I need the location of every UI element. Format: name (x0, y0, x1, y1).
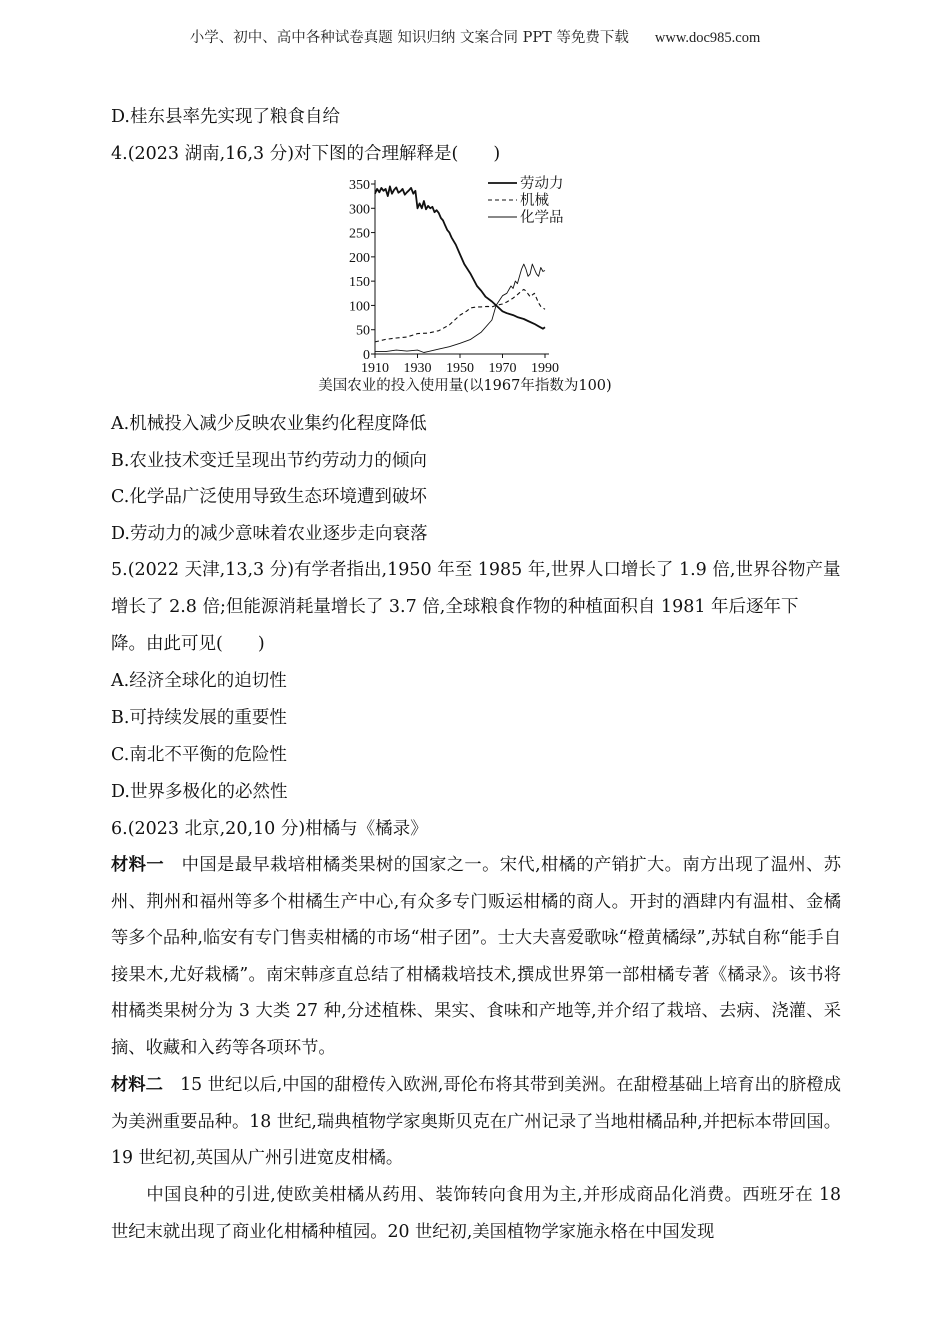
series-line-3 (375, 264, 545, 352)
series-line-2 (375, 289, 545, 342)
chart-caption: 美国农业的投入使用量(以1967年指数为100) (318, 378, 612, 394)
header-text: 小学、初中、高中各种试卷真题 知识归纳 文案合同 PPT 等免费下载 (189, 30, 629, 46)
q6-stem: 6.(2023 北京,20,10 分)柑橘与《橘录》 (111, 819, 428, 839)
q4-chart (305, 170, 645, 400)
x-tick-label: 1910 (361, 361, 389, 376)
legend-label-1: 劳动力 (520, 176, 564, 192)
q5-stem-line-3: 降。由此可见( ) (111, 634, 265, 654)
y-tick-label: 150 (349, 275, 370, 291)
q6-material-2 (111, 1067, 841, 1177)
y-tick-label: 200 (349, 250, 370, 266)
q5-option-a: A.经济全球化的迫切性 (111, 671, 287, 691)
y-tick-label: 250 (349, 226, 370, 242)
material-1-label: 材料一 (111, 855, 165, 875)
q6-material-2-paragraph-2: 中国良种的引进,使欧美柑橘从药用、装饰转向食用为主,并形成商品化消费。西班牙在 18 世纪末就出现了商业化柑橘种植园。20 世纪初,美国植物学家施永格在中国发现 (111, 1185, 841, 1242)
chart-svg (305, 170, 645, 400)
y-tick-label: 300 (349, 202, 370, 218)
x-tick-label: 1950 (446, 361, 474, 376)
x-tick-label: 1970 (488, 361, 517, 376)
q5-stem-line-1: 5.(2022 天津,13,3 分)有学者指出,1950 年至 1985 年,世界人口增长了 1.9 倍,世界谷物产量 (111, 560, 841, 580)
page-header (0, 26, 950, 47)
x-tick-label: 1930 (403, 361, 432, 376)
legend-label-3: 化学品 (520, 210, 564, 226)
q4-option-c: C.化学品广泛使用导致生态环境遭到破坏 (111, 487, 427, 507)
y-tick-label: 350 (349, 178, 370, 193)
q4-option-d: D.劳动力的减少意味着农业逐步走向衰落 (111, 524, 428, 544)
q4-option-b: B.农业技术变迁呈现出节约劳动力的倾向 (111, 451, 427, 471)
y-tick-label: 100 (349, 299, 370, 315)
q4-stem: 4.(2023 湖南,16,3 分)对下图的合理解释是( ) (111, 144, 501, 164)
q5-option-b: B.可持续发展的重要性 (111, 708, 287, 728)
legend-label-2: 机械 (520, 193, 549, 209)
q3-option-d: D.桂东县率先实现了粮食自给 (111, 107, 340, 127)
material-2-text: 15 世纪以后,中国的甜橙传入欧洲,哥伦布将其带到美洲。在甜橙基础上培育出的脐橙成为美洲重要品种。18 世纪,瑞典植物学家奥斯贝克在广州记录了当地柑橘品种,并把标本带回国。19 世纪初,英国从广州引进宽皮柑橘。 (111, 1075, 841, 1168)
q5-stem-line-2: 增长了 2.8 倍;但能源消耗量增长了 3.7 倍,全球粮食作物的种植面积自 1981 年后逐年下 (111, 597, 799, 617)
q5-option-d: D.世界多极化的必然性 (111, 782, 288, 802)
q5-option-c: C.南北不平衡的危险性 (111, 745, 287, 765)
x-tick-label: 1990 (531, 361, 559, 376)
y-tick-label: 0 (363, 348, 370, 363)
q6-material-1 (111, 847, 841, 1066)
y-tick-label: 50 (356, 323, 370, 339)
header-site-link[interactable]: www.doc985.com (654, 30, 761, 46)
material-1-text: 中国是最早栽培柑橘类果树的国家之一。宋代,柑橘的产销扩大。南方出现了温州、苏州、荆州和福州等多个柑橘生产中心,有众多专门贩运柑橘的商人。开封的酒肆内有温柑、金橘等多个品种,临安有专门售卖柑橘的市场“柑子团”。士大夫喜爱歌咏“橙黄橘绿”,苏轼自称“能手自接果木,尤好栽橘”。南宋韩彦直总结了柑橘栽培技术,撰成世界第一部柑橘专著《橘录》。该书将柑橘类果树分为 3 大类 27 种,分述植株、果实、食味和产地等,并介绍了栽培、去病、浇灌、采摘、收藏和入药等各项环节。 (111, 855, 841, 1058)
q4-option-a: A.机械投入减少反映农业集约化程度降低 (111, 414, 427, 434)
material-2-label: 材料二 (111, 1075, 163, 1095)
